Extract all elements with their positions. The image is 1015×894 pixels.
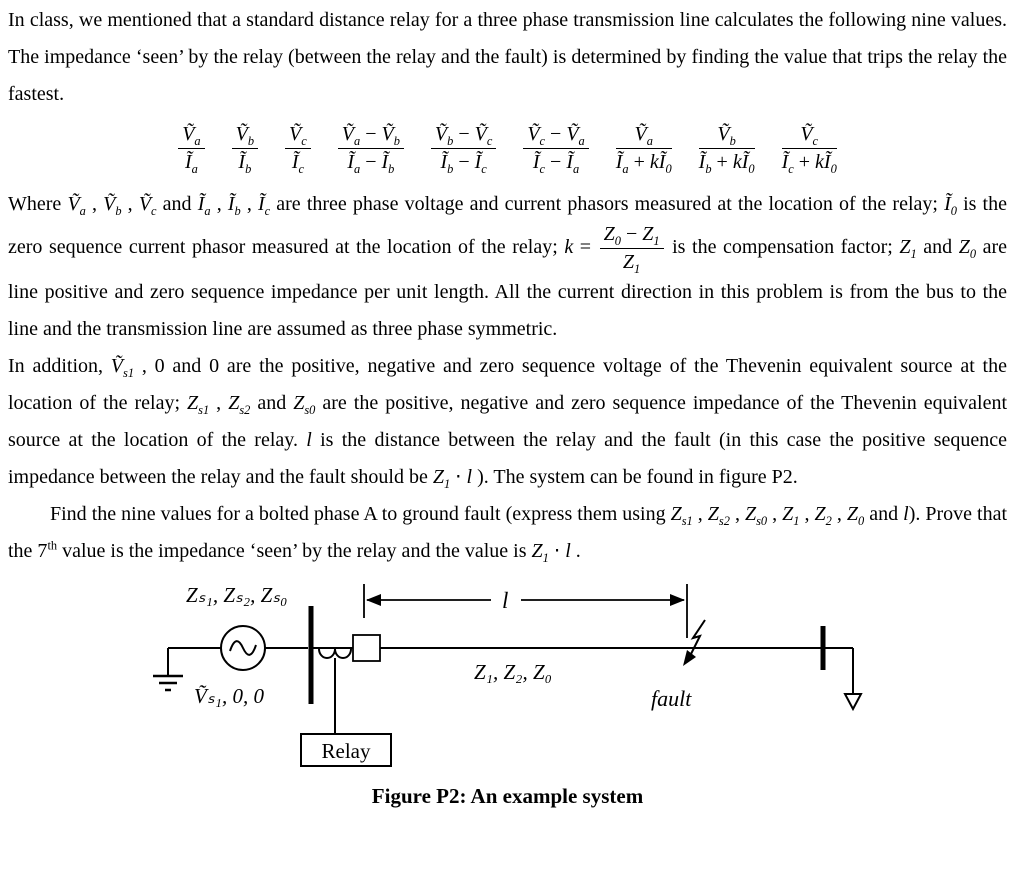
math-var: Z: [622, 251, 635, 273]
math-subscript: b: [729, 134, 736, 148]
math-subscript: 1: [653, 234, 660, 248]
math-var: Ṽ: [67, 193, 80, 215]
math-var: Z: [531, 540, 543, 562]
math-var: Ṽ: [566, 123, 579, 145]
math-var: Ĩ: [658, 151, 666, 173]
fraction: [178, 123, 204, 174]
math-subscript: a: [646, 134, 653, 148]
paragraph-find: Find the nine values for a bolted phase A to ground fault (express them using $Z_{s1}$ , $Z_{s2}$ , $Z_{s0}$ , $Z_1$ , $Z_2$ , $Z_0$ and l). Prove that the 7th value is the impedance ‘seen’ by the relay and the value is $Z_1 \cdot l$ .: [8, 503, 1008, 565]
math-subscript: a: [353, 162, 361, 176]
math-subscript: c: [812, 134, 819, 148]
math-subscript: a: [578, 134, 585, 148]
math-var: l: [466, 466, 473, 488]
math-subscript: a: [194, 134, 201, 148]
math-var: Ṽ: [434, 123, 448, 145]
math-var: Z: [642, 223, 654, 245]
math-var: Ṽ: [110, 355, 124, 377]
math-subscript: a: [353, 134, 361, 148]
superscript: th: [47, 538, 58, 553]
fraction: [616, 123, 672, 174]
math-var: Ĩ: [615, 151, 623, 173]
math-var: Ĩ: [291, 151, 299, 173]
math-subscript: b: [247, 134, 255, 148]
fraction-denominator: $Ĩ_a$ + $kĨ_0$: [615, 151, 672, 176]
math-subscript: s2: [718, 514, 730, 528]
math-var: Ĩ: [257, 193, 265, 215]
paragraph-intro: In class, we mentioned that a standard distance relay for a three phase transmission line calculates the following nine values. The impedance ‘seen’ by the relay (between the relay and the fault) is determined by finding the value that trips the relay the fastest.: [8, 9, 1007, 105]
math-var: l: [306, 429, 312, 451]
line-instrument-box: [353, 635, 380, 661]
fraction: [232, 123, 258, 174]
math-var: Ṽ: [235, 123, 248, 145]
math-var: Z: [670, 503, 682, 525]
math-var: Z: [293, 392, 305, 414]
fraction-numerator: [178, 123, 204, 149]
math-var: Ĩ: [781, 151, 789, 173]
math-var: Ĩ: [474, 151, 482, 173]
fraction-denominator: $Ĩ_c$ + $kĨ_0$: [781, 151, 837, 176]
fraction-denominator: [285, 149, 311, 174]
math-var: Ĩ: [227, 193, 235, 215]
math-subscript: a: [191, 162, 198, 176]
math-subscript: b: [115, 204, 122, 218]
math-subscript: s0: [304, 403, 316, 417]
math-var: k: [649, 151, 659, 173]
math-var: k: [815, 151, 824, 173]
math-var: l: [565, 540, 571, 562]
math-var: Z: [846, 503, 859, 525]
math-subscript: b: [388, 162, 395, 176]
paragraph-addition: In addition, Ṽ$_{s1}$ , 0 and 0 are the positive, negative and zero sequence voltage of the Thevenin equivalent source at the location of the relay; $Z_{s1}$ , $Z_{s2}$ and $Z_{s0}$ are the positive, negative and zero sequence impedance of the Thevenin equivalent source at the location of the relay. l is the distance between the relay and the fault (in this case the positive sequence impedance between the relay and the fault should be $Z_1 \cdot l$ ). The system can be found in figure P2.: [8, 355, 1008, 491]
math-var: Z: [603, 223, 615, 245]
math-var: Z: [899, 236, 911, 259]
math-var: Ĩ: [741, 151, 749, 173]
math-subscript: 0: [614, 234, 621, 248]
math-subscript: s0: [756, 514, 768, 528]
dimension-l: [364, 584, 687, 638]
fraction-numerator: [616, 123, 672, 149]
fraction-denominator: [600, 249, 664, 274]
math-subscript: 0: [950, 204, 957, 218]
math-var: Ĩ: [440, 151, 448, 173]
math-subscript: 0: [830, 162, 837, 176]
fraction-numerator: Ṽ$_a$ − Ṽ$_b$: [338, 123, 404, 149]
math-subscript: c: [486, 134, 493, 148]
math-subscript: s1: [198, 403, 210, 417]
fraction-denominator: $Ĩ_c$ − $Ĩ_a$: [532, 151, 580, 176]
math-subscript: 0: [748, 162, 755, 176]
math-var: Ṽ: [381, 123, 394, 145]
math-var: Ṽ: [341, 123, 354, 145]
math-var: Ĩ: [532, 151, 540, 173]
math-subscript: s2: [239, 403, 251, 417]
math-subscript: s1: [681, 514, 693, 528]
ct-coil-icon: [319, 649, 351, 658]
fraction-denominator: $Ĩ_a$ − $Ĩ_b$: [347, 151, 395, 176]
math-subscript: 1: [634, 262, 641, 276]
fraction-numerator: $Z_0 - Z_1$: [600, 223, 664, 249]
math-subscript: c: [481, 162, 487, 176]
math-subscript: a: [79, 204, 86, 218]
math-var: Ĩ: [238, 151, 246, 173]
math-var: Ṽ: [289, 123, 302, 145]
math-var: Z: [814, 503, 826, 525]
source-voltage-label: Ṽₛ₁, 0, 0: [194, 684, 264, 708]
math-var: k: [564, 236, 574, 259]
math-var: Ṽ: [182, 123, 195, 145]
math-var: Ĩ: [184, 151, 192, 173]
math-subscript: 0: [858, 514, 865, 528]
relay-label: Relay: [321, 739, 371, 763]
length-label: l: [502, 588, 509, 613]
formula-row: [8, 123, 1007, 174]
fraction: [431, 123, 496, 174]
math-subscript: 0: [665, 162, 672, 176]
math-subscript: c: [539, 134, 546, 148]
math-var: Ĩ: [944, 193, 951, 215]
fraction-numerator: [232, 123, 258, 149]
math-var: Ṽ: [717, 123, 730, 145]
source-impedance-label: Zₛ₁, Zₛ₂, Zₛ₀: [186, 583, 288, 607]
math-subscript: b: [393, 134, 400, 148]
fraction: [523, 123, 588, 174]
math-var: Ṽ: [474, 123, 487, 145]
math-subscript: c: [539, 162, 546, 176]
math-subscript: c: [264, 204, 271, 218]
fraction-numerator: [285, 123, 311, 149]
math-var: Ĩ: [197, 193, 205, 215]
math-subscript: 1: [793, 514, 800, 528]
fraction: [600, 223, 664, 274]
math-subscript: b: [245, 162, 252, 176]
fraction: [338, 123, 404, 174]
math-var: Z: [782, 503, 794, 525]
line-impedance-label: Z₁, Z₂, Z₀: [474, 660, 552, 684]
math-subscript: c: [151, 204, 157, 218]
fraction: [782, 123, 837, 174]
math-subscript: a: [622, 162, 629, 176]
math-var: Z: [707, 503, 719, 525]
fraction-numerator: [699, 123, 755, 149]
math-subscript: b: [705, 162, 712, 176]
paragraph-where: Where Ṽ$_a$ , Ṽ$_b$ , Ṽ$_c$ and $Ĩ_a$ , $Ĩ_b$ , $Ĩ_c$ are three phase voltage and current phasors measured at the location of the relay; $Ĩ_0$ is the zero sequence current phasor measured at the location of the relay; k = $\frac{Z_0 - Z_1}{Z_1}$ is the compensation factor; $Z_1$ and $Z_0$ are line positive and zero sequence impedance per unit length. All the current direction in this problem is from the bus to the line and the transmission line are assumed as three phase symmetric.: [8, 193, 1008, 340]
fraction-denominator: $Ĩ_b$ − $Ĩ_c$: [440, 151, 487, 176]
math-subscript: s1: [123, 366, 135, 380]
math-var: Ĩ: [566, 151, 573, 173]
math-subscript: c: [301, 134, 307, 148]
math-var: Ĩ: [381, 151, 389, 173]
math-var: Z: [187, 392, 199, 414]
fault-label: fault: [651, 686, 692, 711]
fraction-numerator: Ṽ$_c$ − Ṽ$_a$: [523, 123, 588, 149]
math-var: Ṽ: [138, 193, 152, 215]
fraction: [699, 123, 755, 174]
math-var: k: [732, 151, 742, 173]
math-var: Ĩ: [347, 151, 354, 173]
math-var: Ĩ: [698, 151, 706, 173]
math-subscript: b: [447, 162, 454, 176]
figure-caption: Figure P2: An example system: [371, 784, 644, 808]
fraction-numerator: [782, 123, 837, 149]
fraction: [285, 123, 311, 174]
math-subscript: b: [234, 204, 241, 218]
math-subscript: 0: [969, 247, 977, 262]
math-subscript: 1: [910, 247, 917, 262]
math-var: Z: [744, 503, 757, 525]
math-var: Ṽ: [800, 123, 813, 145]
circuit-diagram: [8, 576, 1007, 778]
math-var: Ṽ: [634, 123, 647, 145]
ground-right-icon: [845, 648, 861, 709]
math-subscript: b: [447, 134, 454, 148]
math-var: Ṽ: [103, 193, 116, 215]
math-subscript: a: [572, 162, 580, 176]
fraction-denominator: $Ĩ_b$ + $kĨ_0$: [698, 151, 755, 176]
fraction-denominator: [178, 149, 204, 174]
math-var: Ṽ: [527, 123, 540, 145]
math-subscript: 2: [825, 514, 832, 528]
math-var: Z: [228, 392, 240, 414]
math-subscript: a: [204, 204, 211, 218]
math-var: Z: [958, 236, 970, 259]
ac-source-icon: [221, 626, 265, 670]
figure-p2: [8, 576, 1007, 809]
math-var: l: [903, 503, 909, 525]
math-subscript: c: [788, 162, 794, 176]
math-subscript: 1: [443, 477, 451, 491]
math-subscript: c: [298, 162, 304, 176]
fraction-denominator: [232, 149, 258, 174]
math-var: Ĩ: [823, 151, 831, 173]
fraction-numerator: Ṽ$_b$ − Ṽ$_c$: [431, 123, 496, 149]
math-var: Z: [432, 466, 444, 488]
math-subscript: 1: [542, 551, 549, 565]
